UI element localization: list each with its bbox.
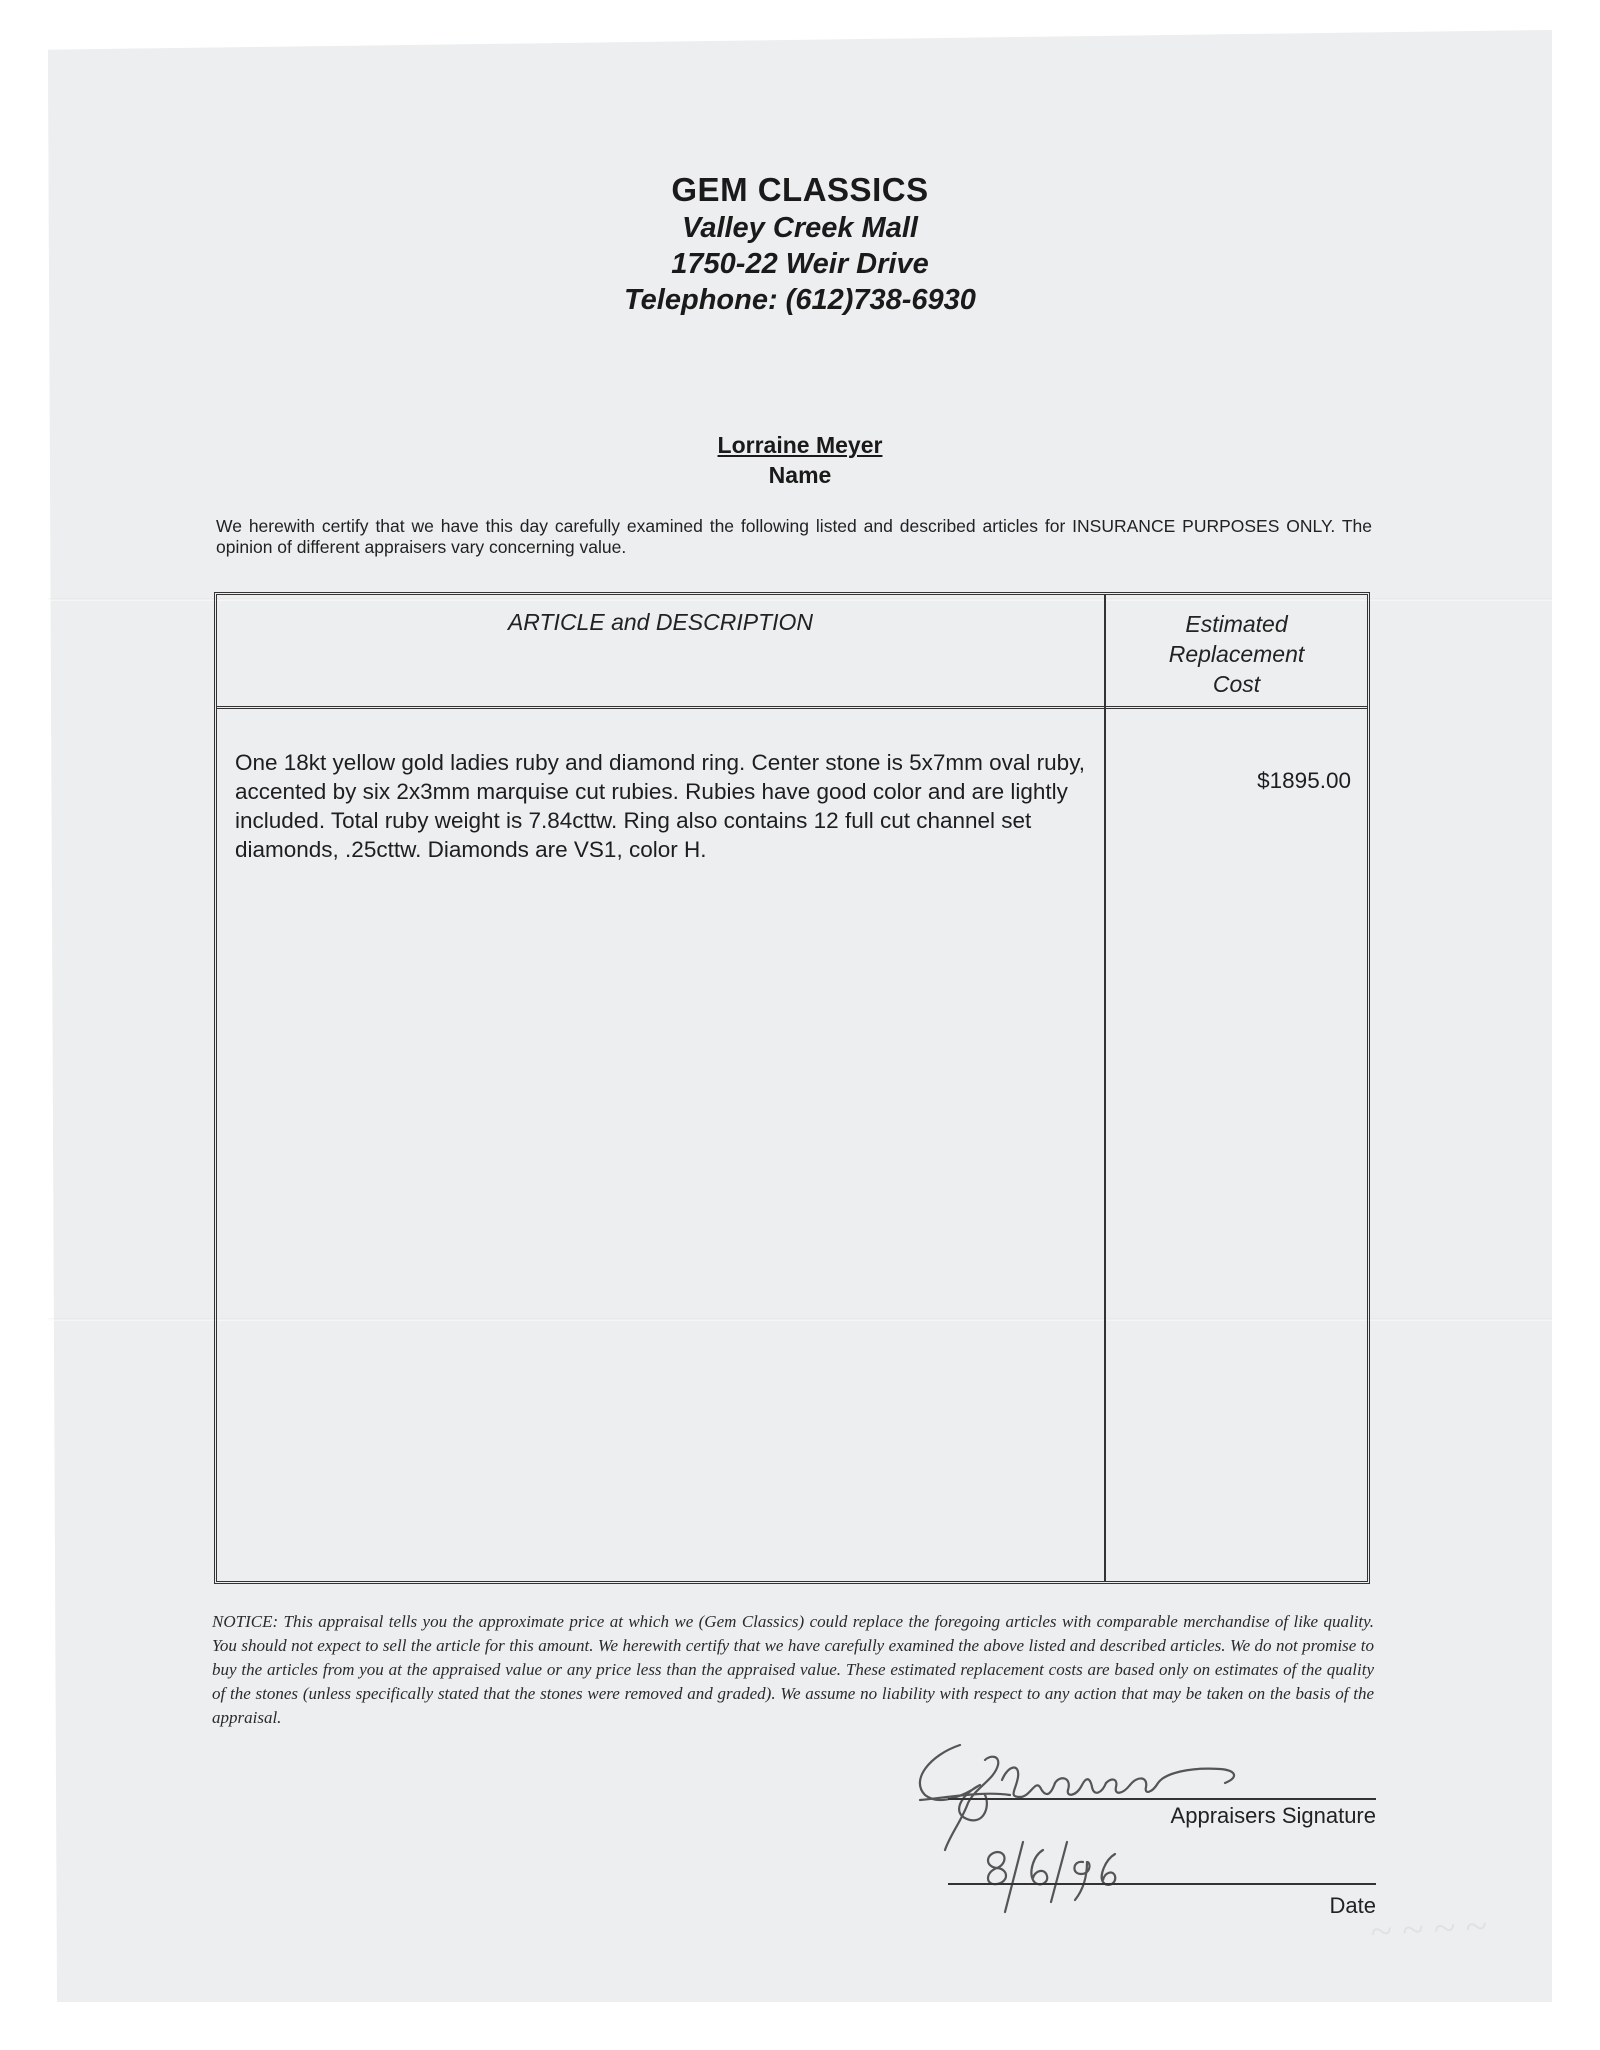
articles-table bbox=[214, 592, 1370, 1584]
signature-line bbox=[948, 1798, 1376, 1800]
notice-text: NOTICE: This appraisal tells you the approximate price at which we (Gem Classics) could replace the foregoing articles with comparable merchandise of like quality. You should not expect to sell the article for this amount. We herewith certify that we have carefully examined the above listed and described articles. We do not promise to buy the articles from you at the appraised value or any price less than the appraised value. These estimated replacement costs are based only on estimates of the quality of the stones (unless specifically stated that the stones were removed and graded). We assume no liability with respect to any action that may be taken on the basis of the appraisal. bbox=[212, 1612, 1374, 1727]
date-label: Date bbox=[1329, 1893, 1376, 1918]
client-name: Lorraine Meyer bbox=[717, 432, 883, 458]
article-cost: $1895.00 bbox=[1257, 768, 1351, 793]
cost-header-line: Estimated bbox=[1185, 611, 1288, 637]
article-description: One 18kt yellow gold ladies ruby and diamond ring. Center stone is 5x7mm oval ruby, accented by six 2x3mm marquise cut rubies. Rubies have good color and are lightly included. Total ruby weight is 7.84cttw. Ring also contains 12 full cut channel set diamonds, .25cttw. Diamonds are VS1, color H. bbox=[235, 750, 1086, 862]
client-block bbox=[0, 430, 1600, 490]
article-column-header: ARTICLE and DESCRIPTION bbox=[507, 609, 814, 635]
company-telephone: Telephone: (612)738-6930 bbox=[624, 284, 976, 316]
column-divider bbox=[1104, 595, 1106, 1581]
signature-label: Appraisers Signature bbox=[1170, 1803, 1376, 1828]
cost-column-header bbox=[1106, 609, 1367, 699]
cost-header-line: Cost bbox=[1212, 671, 1261, 697]
cost-header-line: Replacement bbox=[1168, 641, 1305, 667]
handwritten-date bbox=[975, 1832, 1125, 1932]
date-line bbox=[948, 1883, 1376, 1885]
client-name-label: Name bbox=[768, 462, 832, 488]
letterhead bbox=[0, 170, 1600, 318]
faint-show-through-writing: ~ ~ ~ ~ bbox=[1368, 1902, 1488, 1955]
company-name: GEM CLASSICS bbox=[671, 171, 929, 208]
company-location: Valley Creek Mall bbox=[682, 212, 918, 244]
certification-statement: We herewith certify that we have this day carefully examined the following listed and described articles for INSURANCE PURPOSES ONLY. The opinion of different appraisers vary concerning value. bbox=[216, 516, 1372, 557]
header-divider bbox=[217, 706, 1367, 709]
company-address: 1750-22 Weir Drive bbox=[671, 248, 929, 280]
